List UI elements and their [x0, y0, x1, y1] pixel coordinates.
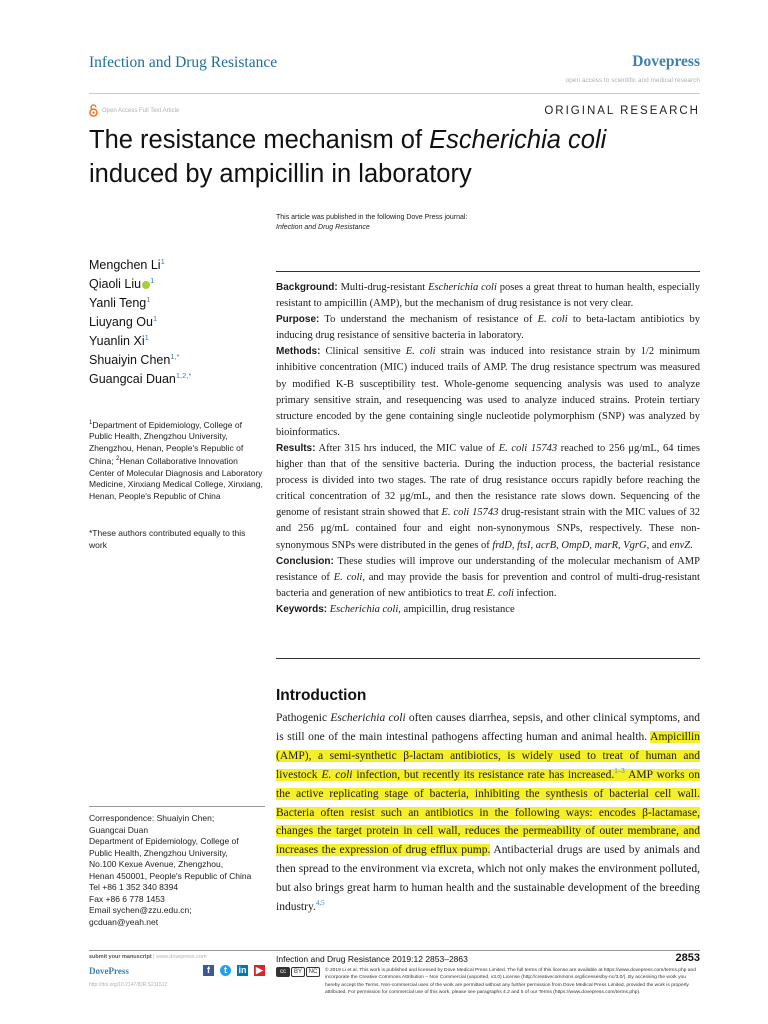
- author-name: Shuaiyin Chen$^{1,*}$: [89, 351, 180, 367]
- abstract-results: Results: After 315 hrs induced, the MIC value of E. coli 15743 reached to 256 μg/mL, 64 times higher than that of the sensitive bacteria. During the induction process, the bacterial resistance process is divided into two stages. The rate of drug resistance occurs rapidly before reaching the critical concentration of 32 μg/mL, and then the resistance rate slows down. Sequencing of the genome of resistant strain showed that E. coli 15743 drug-resistant strain with the MIC values of 32 and 256 μg/mL contained four and eight non-synonymous SNPs, respectively. These non-synonymous SNPs were distributed in the genes of frdD, ftsI, acrB, OmpD, marR, VgrG, and envZ.: [276, 442, 700, 551]
- footer-publisher: [89, 954, 265, 988]
- citation-link[interactable]: 1–3: [614, 766, 625, 775]
- author-name: Yanli Teng$^1$: [89, 294, 151, 310]
- orcid-icon[interactable]: [142, 281, 150, 289]
- publication-note: This article was published in the following Dove Press journal: Infection and Drug Resistance: [276, 214, 468, 231]
- abstract-keywords: Keywords: Escherichia coli, ampicillin, drug resistance: [276, 603, 515, 615]
- youtube-icon[interactable]: ▶: [254, 965, 265, 976]
- correspondence-divider: [89, 806, 265, 807]
- author-name: Liuyang Ou$^1$: [89, 313, 158, 329]
- journal-citation: Infection and Drug Resistance 2019:12 2853–2863: [276, 954, 468, 964]
- introduction-paragraph: Pathogenic Escherichia coli often causes diarrhea, sepsis, and other clinical symptoms, and is still one of the main intestinal pathogens affecting human and animal health. Ampicillin (AMP), a semi-synthetic β-lactam antibiotics, is widely used to treat of human and livestock E. coli infection, but recently its resistance rate has increased.$^{1-3}$ AMP works on the active replicating stage of bacteria, inhibiting the synthesis of bacterial cell wall. Bacteria often resist such an antibiotics in the following ways: encodes β-lactamase, changes the target protein in cell wall, reduces the permeability of outer membrane, and increases the expression of drug efflux pump. Antibacterial drugs are used by animals and then spread to the environment via excreta, which not only makes the environment polluted, but also brings great harm to human health and the sustainable development of the breeding industry.$^{4,5}$: [276, 712, 700, 914]
- publisher-brand[interactable]: Dovepress: [632, 53, 700, 70]
- license-text: © 2019 Li et al. This work is published and licensed by Dove Medical Press Limited. The full terms of this license are available at https://www.dovepress.com/terms.php and incorporate the Creative Commons Attribution – Non Commercial (unported, v3.0) License (http://creativecommons.org/licenses/by-nc/3.0/). By accessing the work you hereby accept the Terms. Non-commercial uses of the work are permitted without any further permission from Dove Medical Press Limited, provided the work is properly attributed. For permission for commercial use of this work, please see paragraphs 4.2 and 5 of our Terms (https://www.dovepress.com/terms.php).: [325, 968, 696, 995]
- header-divider: [89, 93, 700, 94]
- section-heading-introduction: Introduction: [276, 687, 367, 704]
- footer-brand: DovePress: [89, 965, 129, 976]
- creative-commons-icon[interactable]: cc BY NC: [276, 967, 320, 996]
- author-name: Guangcai Duan$^{1,2,*}$: [89, 370, 192, 386]
- highlighted-text: Ampicillin (AMP), a semi-synthetic β-lactam antibiotics, is widely used to treat of human and livestock E. coli infection, but recently its resistance rate has increased.$^{1-3}$ AMP works on the active replicating stage of bacteria, inhibiting the synthesis of bacterial cell wall. Bacteria often resist such an antibiotics in the following ways: encodes β-lactamase, changes the target protein in cell wall, reduces the permeability of outer membrane, and increases the expression of drug efflux pump.: [276, 730, 700, 857]
- abstract-background: Background: Multi-drug-resistant Escherichia coli poses a great threat to human health, especially resistant to ampicillin (AMP), but the mechanism of drug resistance is not very clear.: [276, 282, 700, 310]
- linkedin-icon[interactable]: in: [238, 965, 247, 975]
- facebook-icon[interactable]: f: [203, 965, 214, 976]
- publisher-tagline: open access to scientific and medical research: [565, 77, 700, 84]
- open-access-icon: [89, 104, 98, 117]
- submit-manuscript-link[interactable]: submit your manuscript | www.dovepress.com: [89, 954, 207, 960]
- article-title: The resistance mechanism of Escherichia coli induced by ampicillin in laboratory: [89, 126, 607, 188]
- footer-divider: [89, 950, 700, 951]
- doi-link[interactable]: http://doi.org/10.2147/IDR.S211512: [89, 982, 168, 988]
- affiliations: $^1$Department of Epidemiology, College of Public Health, Zhengzhou University, Zhengzhou, Henan, People's Republic of China; $^2$Henan Collaborative Innovation Center of Molecular Diagnosis and Laboratory Medicine, Xinxiang Medical College, Xinxiang, Henan, People's Republic of China: [89, 419, 263, 501]
- article-category: ORIGINAL RESEARCH: [544, 105, 700, 117]
- abstract-top-rule: [276, 271, 700, 272]
- license-block: [276, 967, 700, 996]
- author-name: Yuanlin Xi$^1$: [89, 332, 149, 348]
- page-number: 2853: [675, 952, 700, 964]
- open-access-badge: [89, 104, 179, 117]
- author-name: Mengchen Li$^1$: [89, 256, 165, 272]
- correspondence-block: Correspondence: Shuaiyin Chen; Guangcai Duan Department of Epidemiology, College of Public Health, Zhengzhou University, No.100 Kexue Avenue, Zhengzhou, Henan 450001, People's Republic of China Tel +86 1 352 340 8394 Fax +86 6 778 1453 Email sychen@zzu.edu.cn; gcduan@yeah.net: [89, 813, 269, 928]
- abstract-bottom-rule: [276, 658, 700, 659]
- abstract-conclusion: Conclusion: These studies will improve our understanding of the molecular mechanism of AMP resistance of E. coli, and may provide the basis for prevention and control of multi-drug-resistant bacteria and generation of new antibiotics to treat E. coli infection.: [276, 555, 700, 599]
- email-link[interactable]: Email sychen@zzu.edu.cn;: [89, 905, 192, 915]
- abstract-methods: Methods: Clinical sensitive E. coli strain was induced into resistance strain by 1/2 minimum inhibitive concentration (MIC) induced trails of AMP. The drug resistance spectrum was measured by modified K-B susceptibility test. Whole-genome sequencing analysis was used to analyze primary sensitive strain, and resequencing was used to analyze induced strains. Protein tertiary structure encoded by the gene containing single nucleotide polymorphism (SNP) was analyzed by bioinformatics.: [276, 346, 700, 438]
- twitter-icon[interactable]: t: [220, 965, 231, 976]
- abstract-purpose: Purpose: To understand the mechanism of resistance of E. coli to beta-lactam antibiotics by inducing drug resistance of sensitive bacteria in laboratory.: [276, 314, 700, 342]
- social-links: [203, 965, 265, 976]
- email-link[interactable]: gcduan@yeah.net: [89, 916, 159, 927]
- citation-link[interactable]: 4,5: [315, 899, 325, 908]
- journal-name: Infection and Drug Resistance: [89, 54, 278, 71]
- author-name: Qiaoli Liu $^1$: [89, 275, 155, 291]
- open-access-label: Open Access Full Text Article: [102, 107, 180, 114]
- equal-contribution-note: *These authors contributed equally to this work: [89, 528, 246, 550]
- author-list: [89, 256, 191, 389]
- abstract: [276, 280, 700, 618]
